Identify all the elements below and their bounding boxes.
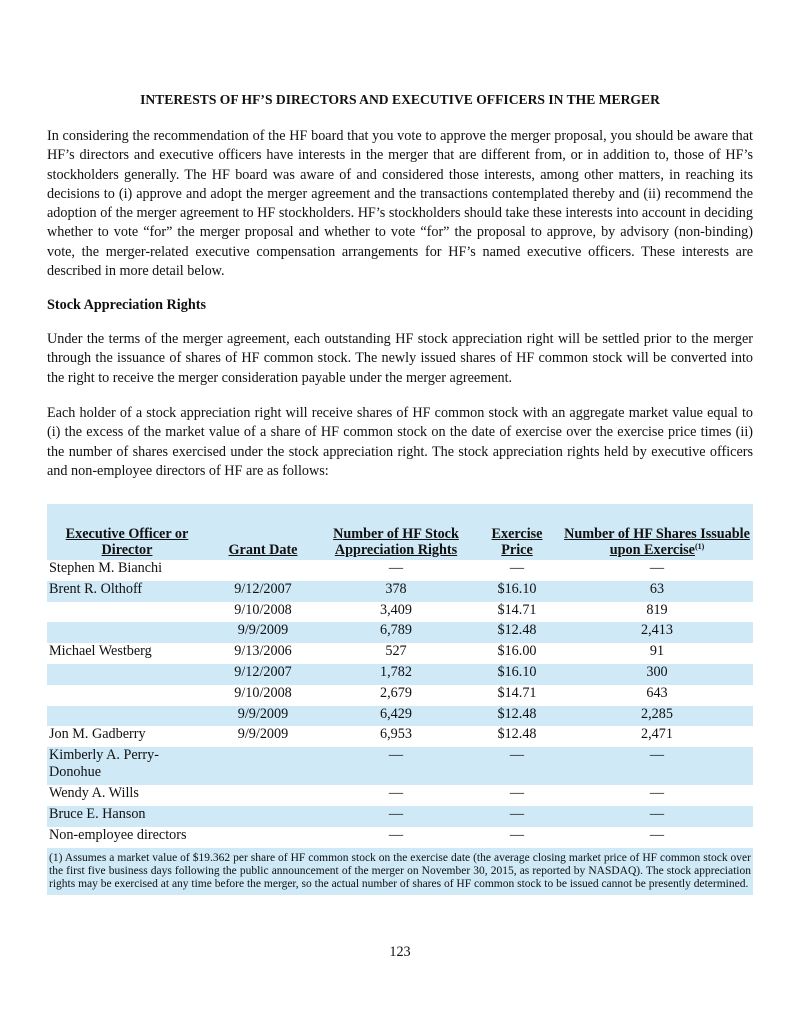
table-row <box>47 726 753 747</box>
cell-rights: 6,789 <box>319 622 473 643</box>
cell-rights: 2,679 <box>380 684 412 701</box>
section-title: INTERESTS OF HF’S DIRECTORS AND EXECUTIVE OFFICERS IN THE MERGER <box>140 92 660 107</box>
cell-exercise-price: $12.48 <box>473 706 561 727</box>
cell-shares: — <box>649 785 665 802</box>
cell-exercise-price: $16.10 <box>473 664 561 685</box>
cell-officer: Michael Westberg <box>49 643 152 660</box>
header-exercise-price: Exercise Price <box>473 504 561 560</box>
subheading: Stock Appreciation Rights <box>47 297 206 313</box>
cell-officer: Wendy A. Wills <box>49 785 139 802</box>
cell-shares: 91 <box>649 643 665 660</box>
cell-grant-date: 9/12/2007 <box>207 581 319 602</box>
cell-grant-date: 9/9/2009 <box>207 622 319 643</box>
cell-officer: Non-employee directors <box>49 826 187 843</box>
table-row <box>47 827 753 848</box>
table-row <box>47 706 753 727</box>
table-row <box>47 806 753 827</box>
cell-shares: 2,471 <box>641 726 673 743</box>
cell-shares: — <box>649 826 665 843</box>
cell-rights: — <box>319 747 473 785</box>
cell-rights: — <box>388 560 404 576</box>
header-shares: Number of HF Shares Issuable upon Exercise$^{(1)}$ <box>561 504 753 560</box>
cell-exercise-price: $16.10 <box>473 581 561 602</box>
footnote-row <box>47 848 753 895</box>
table-row <box>47 785 753 806</box>
cell-officer: Jon M. Gadberry <box>49 726 146 743</box>
cell-rights: 6,429 <box>319 706 473 727</box>
cell-exercise-price: $12.48 <box>497 726 537 743</box>
cell-officer: Bruce E. Hanson <box>47 806 207 827</box>
cell-officer <box>47 706 207 727</box>
cell-exercise-price: $16.00 <box>497 643 537 660</box>
page-number: 123 <box>389 944 411 960</box>
cell-shares: 2,413 <box>561 622 753 643</box>
cell-rights: 527 <box>385 643 407 660</box>
header-grant-date: Grant Date <box>207 504 319 560</box>
table-row <box>47 622 753 643</box>
table-row <box>47 643 753 664</box>
cell-officer: Brent R. Olthoff <box>47 581 207 602</box>
holder-paragraph: Each holder of a stock appreciation right will receive shares of HF common stock with an aggregate market value equal to (i) the excess of the market value of a share of HF common stock on the date of exercise over the exercise price times (ii) the number of shares exercised under the stock appreciation right. The stock appreciation rights held by executive officers and non-employee directors of HF are as follows: <box>47 405 753 479</box>
intro-paragraph: In considering the recommendation of the HF board that you vote to approve the merger proposal, you should be aware that HF’s directors and executive officers have interests in the merger that are different from, or in addition to, those of HF’s stockholders generally. The HF board was aware of and considered those interests, among other matters, in reaching its decisions to (i) approve and adopt the merger agreement and the transactions contemplated thereby and (ii) recommend the adoption of the merger agreement to HF stockholders. HF’s stockholders should take these interests into account in deciding whether to vote “for” the merger proposal and whether to vote “for” the proposal to approve, by advisory (non-binding) vote, the merger-related executive compensation arrangements for HF’s named executive officers. These interests are described in more detail below. <box>47 128 753 280</box>
cell-rights: 6,953 <box>380 726 412 743</box>
cell-exercise-price: — <box>509 826 525 843</box>
cell-exercise-price: $14.71 <box>497 601 537 618</box>
cell-rights: — <box>388 785 404 802</box>
cell-shares: 63 <box>561 581 753 602</box>
cell-shares: 643 <box>646 684 668 701</box>
cell-rights: 3,409 <box>380 601 412 618</box>
cell-shares: — <box>561 806 753 827</box>
cell-grant-date: 9/9/2009 <box>237 726 289 743</box>
table-row <box>47 602 753 623</box>
cell-exercise-price: — <box>509 560 525 576</box>
header-rights: Number of HF Stock Appreciation Rights <box>319 504 473 560</box>
cell-shares: — <box>561 747 753 785</box>
cell-grant-date <box>207 560 319 581</box>
header-officer: Executive Officer or Director <box>47 504 207 560</box>
cell-exercise-price: — <box>473 806 561 827</box>
cell-exercise-price: $14.71 <box>497 684 537 701</box>
cell-grant-date <box>207 747 319 785</box>
cell-shares: 300 <box>561 664 753 685</box>
cell-shares: — <box>649 560 665 576</box>
footnote-marker: (1) <box>694 541 705 551</box>
cell-shares: 819 <box>646 601 668 618</box>
cell-exercise-price: — <box>473 747 561 785</box>
cell-officer: Kimberly A. Perry-Donohue <box>47 747 207 785</box>
cell-rights: 1,782 <box>319 664 473 685</box>
cell-grant-date: 9/9/2009 <box>207 706 319 727</box>
cell-officer <box>47 664 207 685</box>
cell-exercise-price: $12.48 <box>473 622 561 643</box>
cell-grant-date: 9/10/2008 <box>234 601 292 618</box>
cell-officer <box>47 622 207 643</box>
cell-officer <box>47 685 207 706</box>
table-row <box>47 747 753 785</box>
cell-grant-date: 9/12/2007 <box>207 664 319 685</box>
sar-table <box>47 504 753 895</box>
cell-officer <box>47 602 207 623</box>
cell-grant-date <box>207 785 319 806</box>
cell-officer: Stephen M. Bianchi <box>49 560 163 576</box>
table-row <box>47 664 753 685</box>
cell-grant-date <box>207 806 319 827</box>
cell-shares: 2,285 <box>561 706 753 727</box>
table-header-row <box>47 504 753 560</box>
cell-rights: 378 <box>319 581 473 602</box>
cell-grant-date: 9/13/2006 <box>234 643 292 660</box>
cell-exercise-price: — <box>509 785 525 802</box>
table-row <box>47 581 753 602</box>
footnote-text: (1) Assumes a market value of $19.362 per share of HF common stock on the exercise date (the average closing market price of HF common stock over the first five business days following the public announcement of the merger on November 30, 2015, as reported by NASDAQ). The stock appreciation rights may be exercised at any time before the merger, so the actual number of shares of HF common stock to be issued cannot be presently determined. <box>47 848 753 895</box>
cell-grant-date: 9/10/2008 <box>234 684 292 701</box>
table-row <box>47 685 753 706</box>
table-row <box>47 560 753 581</box>
cell-rights: — <box>388 826 404 843</box>
settlement-paragraph: Under the terms of the merger agreement, each outstanding HF stock appreciation right will be settled prior to the merger through the issuance of shares of HF common stock. The newly issued shares of HF common stock will be converted into the right to receive the merger consideration payable under the merger agreement. <box>47 331 753 386</box>
cell-grant-date <box>207 827 319 848</box>
cell-rights: — <box>319 806 473 827</box>
